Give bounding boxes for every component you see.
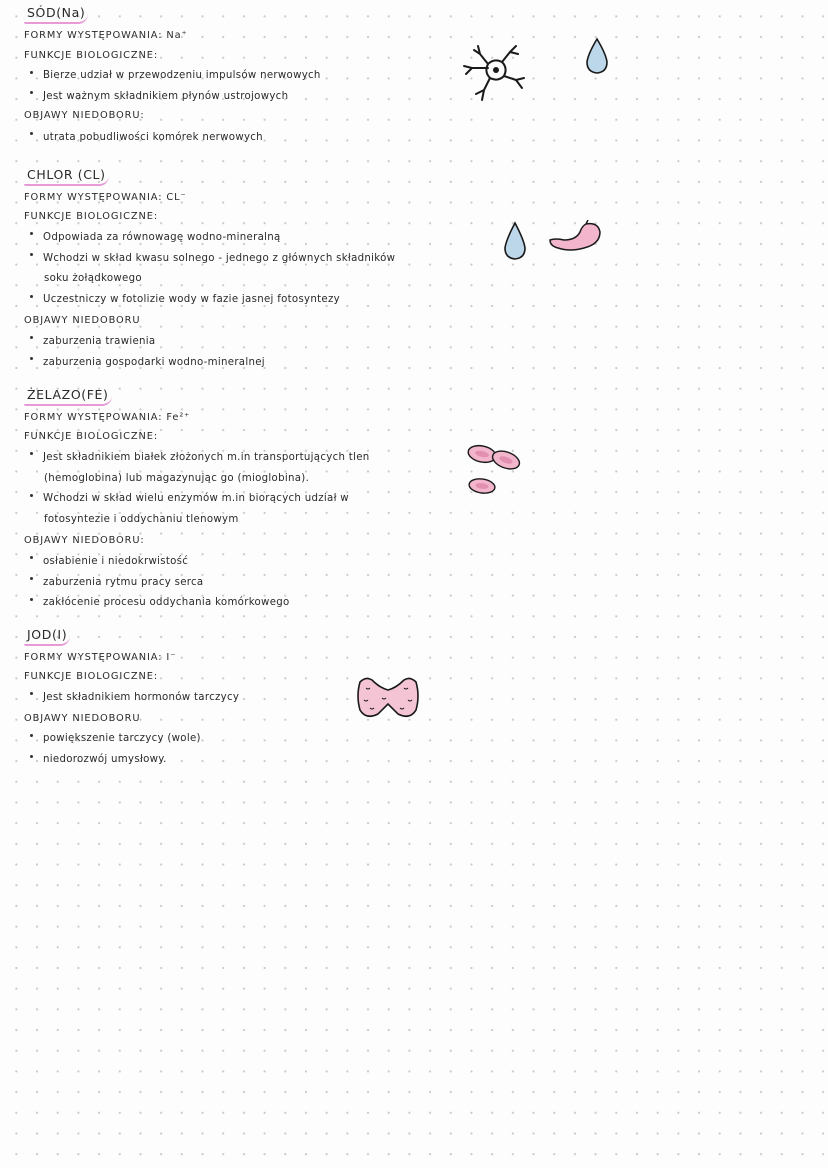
forms-line: FORMY WYSTĘPOWANIA: Fe²⁺ <box>24 412 191 423</box>
symptoms-label: OBJAWY NIEDOBORU <box>24 314 141 326</box>
bullet-icon <box>30 232 33 235</box>
water-drop-icon <box>582 36 612 76</box>
symptom-item: zaburzenia trawienia <box>24 332 584 353</box>
thyroid-icon <box>352 672 424 722</box>
function-item: Wchodzi w skład wielu enzymów m.in biorących udział w <box>24 489 584 510</box>
forms-line: FORMY WYSTĘPOWANIA: I⁻ <box>24 652 177 663</box>
bullet-icon <box>30 132 33 135</box>
function-item-continued: (hemoglobina) lub magazynując go (mioglobina). <box>44 472 310 484</box>
symptoms-label: OBJAWY NIEDOBORU: <box>24 109 145 121</box>
bullet-icon <box>30 577 33 580</box>
symptom-item: zakłócenie procesu oddychania komórkowego <box>24 593 584 614</box>
section-title: SÓD(Na) <box>24 4 88 24</box>
function-item: Bierze udział w przewodzeniu impulsów nerwowych <box>24 66 584 87</box>
bullet-icon <box>30 71 33 74</box>
section-title: ŻELAZO(FE) <box>24 386 112 406</box>
bullet-icon <box>30 91 33 94</box>
symptoms-label: OBJAWY NIEDOBORU <box>24 712 141 724</box>
symptoms-label: OBJAWY NIEDOBORU: <box>24 534 145 546</box>
function-item: Jest składnikiem białek złożonych m.in transportujących tlen <box>24 448 584 469</box>
section-jod <box>24 624 584 771</box>
symptom-item: zaburzenia rytmu pracy serca <box>24 573 584 594</box>
section-chlor <box>24 164 584 373</box>
symptom-item: osłabienie i niedokrwistość <box>24 552 584 573</box>
forms-line: FORMY WYSTĘPOWANIA: CL⁻ <box>24 192 187 203</box>
function-item: Uczestniczy w fotolizie wody w fazie jasnej fotosyntezy <box>24 290 584 311</box>
bullet-icon <box>30 253 33 256</box>
function-item: Jest ważnym składnikiem płynów ustrojowych <box>24 87 584 106</box>
functions-label: FUNKCJE BIOLOGICZNE: <box>24 431 159 442</box>
water-drop-icon <box>500 220 530 262</box>
bullet-icon <box>30 357 33 360</box>
stomach-icon <box>546 220 604 256</box>
bullet-icon <box>30 755 33 758</box>
section-title: CHLOR (CL) <box>24 166 109 186</box>
function-item: Odpowiada za równowagę wodno-mineralną <box>24 228 584 249</box>
bullet-icon <box>30 336 33 339</box>
symptom-item: zaburzenia gospodarki wodno-mineralnej <box>24 353 584 374</box>
function-item: Wchodzi w skład kwasu solnego - jednego z głównych składników <box>24 249 584 270</box>
bullet-icon <box>30 452 33 455</box>
function-item-continued: fotosyntezie i oddychaniu tlenowym <box>44 514 239 526</box>
symptom-item: utrata pobudliwości komórek nerwowych <box>24 127 584 149</box>
bullet-icon <box>30 734 33 737</box>
functions-label: FUNKCJE BIOLOGICZNE: <box>24 211 159 222</box>
bullet-icon <box>30 692 33 695</box>
bullet-icon <box>30 494 33 497</box>
function-item-continued: soku żołądkowego <box>44 273 142 285</box>
function-item: Jest składnikiem hormonów tarczycy <box>24 688 584 709</box>
red-blood-cells-icon <box>462 440 526 500</box>
section-title: JOD(I) <box>24 626 70 646</box>
bullet-icon <box>30 295 33 298</box>
symptom-item: powiększenie tarczycy (wole) <box>24 729 584 750</box>
symptom-item: niedorozwój umysłowy. <box>24 750 584 771</box>
bullet-icon <box>30 556 33 559</box>
forms-line: FORMY WYSTĘPOWANIA: Na⁺ <box>24 30 188 41</box>
neuron-icon <box>458 38 538 108</box>
functions-label: FUNKCJE BIOLOGICZNE: <box>24 671 159 682</box>
bullet-icon <box>30 598 33 601</box>
functions-label: FUNKCJE BIOLOGICZNE: <box>24 50 159 61</box>
